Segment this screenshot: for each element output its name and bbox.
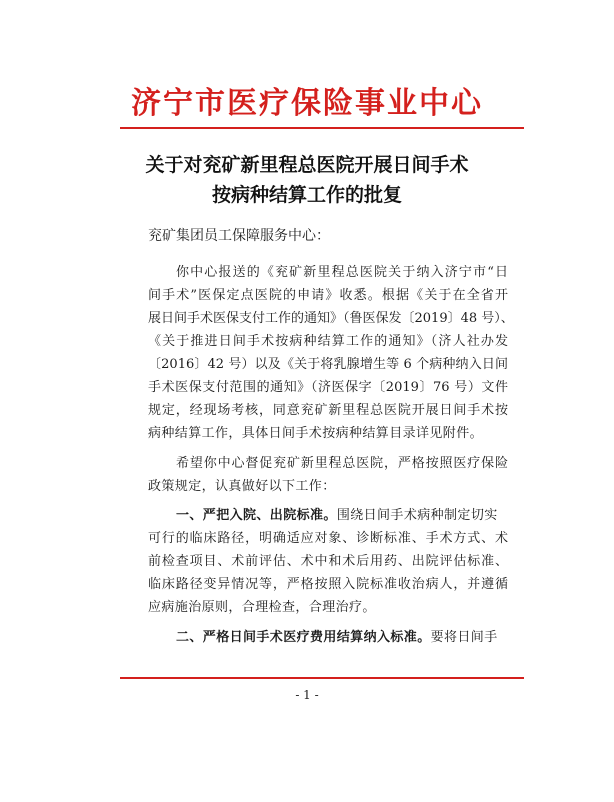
p1-line-2: 间手术”医保定点医院的申请》收悉。根据《关于在全省开 (148, 288, 508, 303)
document-title (0, 150, 614, 210)
p1-line-3: 展日间手术医保支付工作的通知》（鲁医保发〔2019〕48 号）、 (148, 311, 514, 326)
addressee: 兖矿集团员工保障服务中心： (148, 228, 330, 244)
p1-line-6: 手术医保支付范围的通知》（济医保字〔2019〕76 号）文件 (148, 380, 508, 395)
item1-line-4: 临床路径变异情况等，严格按照入院标准收治病人，并遵循 (148, 577, 508, 592)
item1-line-1: 围绕日间手术病种制定切实 (336, 508, 498, 523)
header-red-rule (120, 127, 524, 129)
item2-first-line (148, 629, 508, 647)
p2-line-2: 政策规定，认真做好以下工作： (148, 479, 336, 494)
page-number: - 1 - (295, 688, 319, 702)
title-line-1: 关于对兖矿新里程总医院开展日间手术 (145, 154, 469, 176)
p1-line-8: 病种结算工作，具体日间手术按病种结算目录详见附件。 (148, 426, 484, 441)
item1-line-3: 前检查项目、术前评估、术中和术后用药、出院评估标准、 (148, 554, 508, 569)
p1-line-5: 〔2016〕42 号）以及《关于将乳腺增生等 6 个病种纳入日间 (148, 357, 508, 372)
footer-red-rule (120, 677, 524, 679)
p1-line-1: 你中心报送的《兖矿新里程总医院关于纳入济宁市“日 (176, 265, 508, 280)
item1-heading: 一、严把入院、出院标准。 (176, 508, 337, 523)
organization-header: 济宁市医疗保险事业中心 (131, 86, 483, 121)
item2-tail: 要将日间手 (430, 630, 498, 645)
item1-line-2: 可行的临床路径，明确适应对象、诊断标准、手术方式、术 (148, 531, 508, 546)
item1-first-line (148, 507, 508, 525)
p1-line-7: 规定，经现场考核，同意兖矿新里程总医院开展日间手术按 (148, 403, 508, 418)
p2-line-1: 希望你中心督促兖矿新里程总医院，严格按照医疗保险 (176, 456, 508, 471)
item1-line-5: 应病施治原则，合理检查，合理治疗。 (148, 600, 376, 615)
p1-line-4: 《关于推进日间手术按病种结算工作的通知》（济人社办发 (148, 334, 508, 349)
title-line-2: 按病种结算工作的批复 (211, 184, 402, 206)
item2-heading: 二、严格日间手术医疗费用结算纳入标准。 (176, 630, 431, 645)
